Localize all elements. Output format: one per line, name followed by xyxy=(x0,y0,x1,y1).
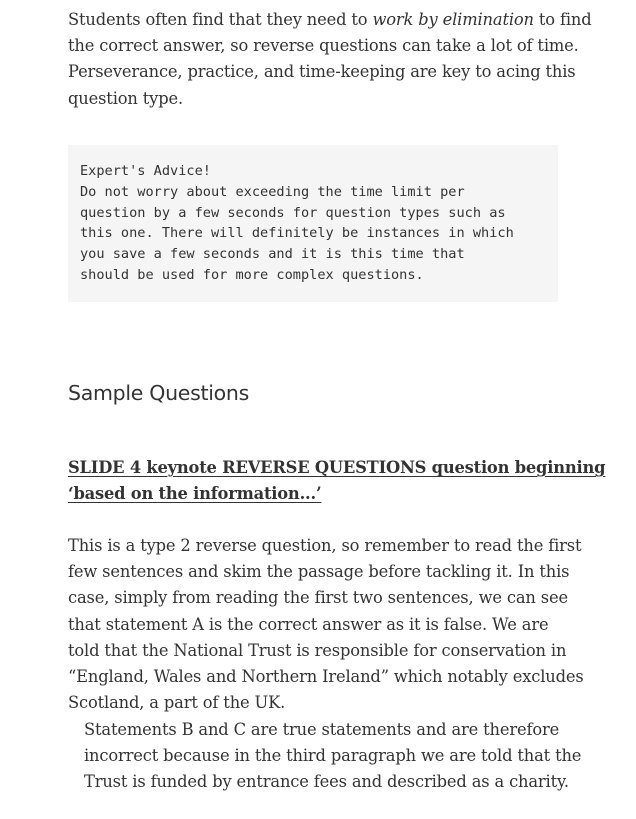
section-title: Sample Questions xyxy=(68,381,249,405)
body1-line-3: case, simply from reading the first two sentences, we can see xyxy=(68,588,568,608)
slide-heading-line-1 xyxy=(68,455,606,481)
explanation-paragraph-2 xyxy=(68,717,582,796)
slide-heading-line-1-text: SLIDE 4 keynote REVERSE QUESTIONS question beginning xyxy=(68,458,606,477)
body2-line-3: Trust is funded by entrance fees and described as a charity. xyxy=(84,772,569,792)
intro-line-1 xyxy=(68,7,592,33)
explanation-paragraph-1 xyxy=(68,533,584,716)
advice-line-3: this one. There will definitely be instances in which xyxy=(80,225,514,242)
body2-line-1: Statements B and C are true statements and are therefore xyxy=(84,720,560,739)
body2-line-2: incorrect because in the third paragraph we are told that the xyxy=(84,746,582,766)
intro-line-1-start: Students often find that they need to xyxy=(68,10,373,29)
intro-line-4: question type. xyxy=(68,88,183,108)
advice-title: Expert's Advice! xyxy=(80,163,211,179)
body1-line-1: This is a type 2 reverse question, so remember to read the first xyxy=(68,536,582,555)
body1-line-5: told that the National Trust is responsible for conservation in xyxy=(68,640,567,660)
intro-line-1-end: to find xyxy=(533,10,592,29)
advice-line-1: Do not worry about exceeding the time limit per xyxy=(80,183,465,200)
expert-advice-box xyxy=(68,145,558,302)
body1-line-4: that statement A is the correct answer as it is false. We are xyxy=(68,614,549,634)
slide-heading-line-2 xyxy=(68,481,560,507)
advice-line-5: should be used for more complex questions. xyxy=(80,266,424,283)
advice-line-4: you save a few seconds and it is this time that xyxy=(80,246,465,263)
body1-line-2: few sentences and skim the passage before tackling it. In this xyxy=(68,562,570,582)
advice-line-2: question by a few seconds for question types such as xyxy=(80,204,506,221)
slide-heading-line-2-text: ‘based on the information...’ xyxy=(68,484,322,504)
body1-line-6: “England, Wales and Northern Ireland” which notably excludes xyxy=(68,667,584,687)
intro-emphasis: work by elimination xyxy=(372,10,534,29)
intro-paragraph xyxy=(68,7,592,112)
intro-line-3: Perseverance, practice, and time-keeping are key to acing this xyxy=(68,62,576,82)
body1-line-7: Scotland, a part of the UK. xyxy=(68,693,286,713)
slide-heading xyxy=(68,455,606,507)
intro-line-2: the correct answer, so reverse questions can take a lot of time. xyxy=(68,36,579,56)
